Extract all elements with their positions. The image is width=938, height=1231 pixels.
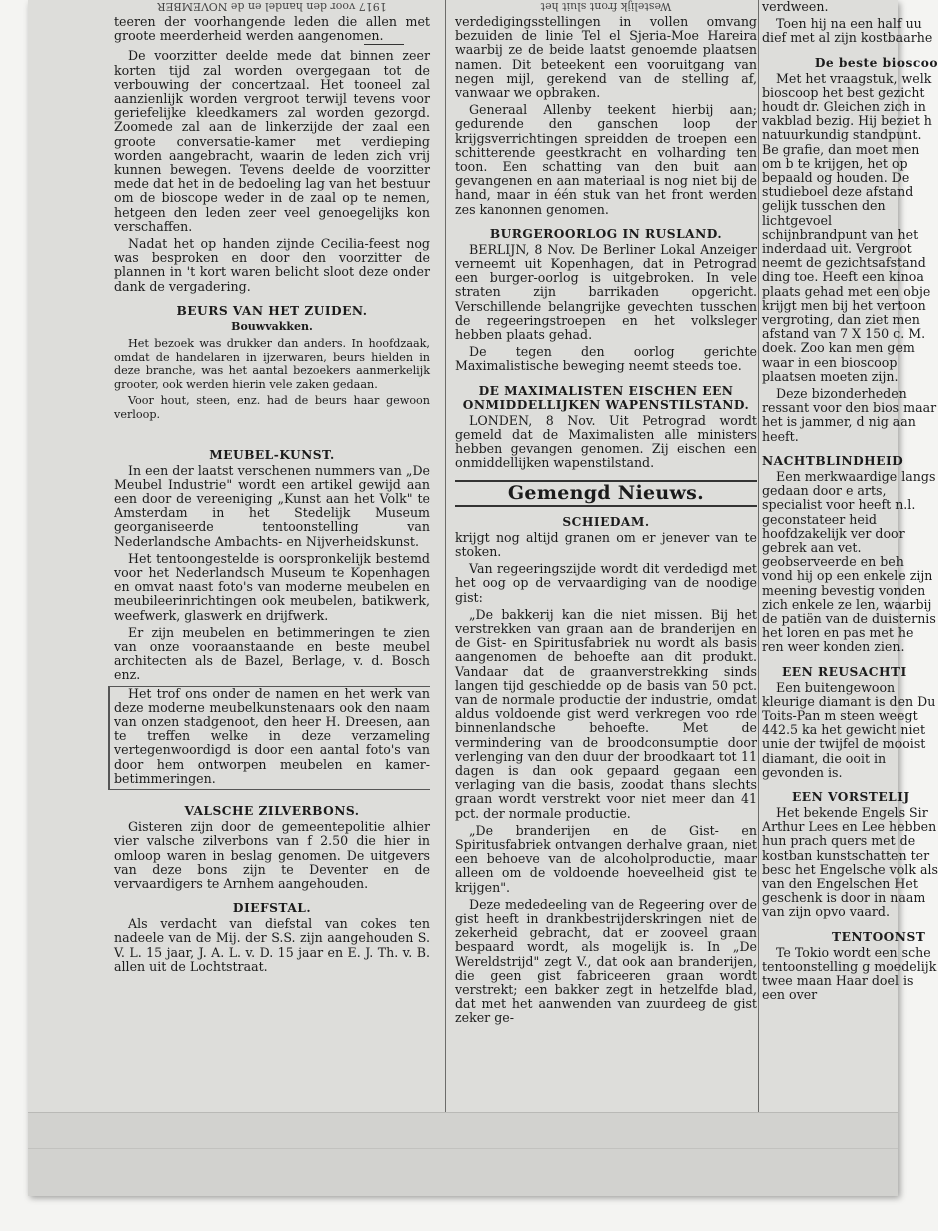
newspaper-page [28,0,938,1195]
headline-diefstal: DIEFSTAL. [232,901,312,916]
article-paragraph: Gisteren zijn door de gemeentepolitie alhier vier valsche zilverbons van f 2.50 die hier in omloop waren in beslag genomen. De uitgevers van deze bons zijn te Deventer en de vervaardigers te Arnhem aangehouden. [114,819,430,891]
article-paragraph: teeren der voorhangende leden die allen met groote meerderheid werden aangenomen. [114,14,430,44]
article-paragraph: „De branderijen en de Gist- en Spiritusfabriek ontvangen derhalve graan, niet een behoeve van de alcoholproductie, maar alleen om de voldoende hoeveelheid gist te krijgen". [455,822,757,895]
article-paragraph: Toen hij na een half uu dief met al zijn kostbaarhe [762,16,933,46]
article-paragraph: Een buitengewoon kleurige diamant is den Du Toits-Pan m steen weegt 442.5 ka het gewicht niet unie der twijfel de mooist diamant, die ooit in gevonden is. [762,679,936,780]
column-middle [455,0,757,1029]
article-paragraph: Het tentoongestelde is oorspronkelijk bestemd voor het Nederlandsch Museum te Kopenhagen en omvat naast foto's van moderne meubelen en meubileerinrichtingen ook meubelen, batikwerk, weefwerk, glaswerk en drijfwerk. [114,550,430,623]
column-rule [445,0,446,1112]
article-paragraph: Met het vraagstuk, welk bioscoop het best gezicht houdt dr. Gleichen zich in vakblad bezig. Hij beziet h natuurkundig standpunt. Be grafie, dan moet men om b te krijgen, het op bepaald og houden. De studieboel deze afstand gelijk tusschen den lichtgevoel schijnbrandpunt van het inderdaad uit. Vergroot neemt de gezichtsafstand ding toe. Heeft een kinoa plaats gehad met een obje krijgt men bij het vertoon vergroting, dan ziet men afstand van 7 X 150 c. M. doek. Zoo kan men gem waar in een bioscoop plaatsen moeten zijn. [762,70,932,384]
headline-bioscoop: De beste bioscoo [814,55,938,70]
fold-line [28,1148,898,1149]
article-paragraph: verdween. [762,0,829,14]
paper-bottom-margin [28,1112,898,1196]
article-paragraph: Voor hout, steen, enz. had de beurs haar gewoon verloop. [114,394,430,422]
column-right-partial [762,0,938,1005]
column-left [114,0,430,977]
headline-nachtblindheid: NACHTBLINDHEID [762,453,904,468]
article-paragraph: Een merkwaardige langs gedaan door e arts, specialist voor heeft n.l. geconstateer heid hoofdzakelijk ver door gebrek aan vet. geobserveerde en beh vond hij op een enkele zijn meening bevestig vonden zich enkele ze len, waarbij de patiën van de duisternis het loren en pas met he ren weer konden zien. [762,468,936,655]
subheading-bouwvakken: Bouwvakken. [231,319,313,333]
article-paragraph: „De bakkerij kan die niet missen. Bij het verstrekken van graan aan de branderijen en de Gist- en Spiritusfabriek nu wordt als basis aangenomen de behoefte aan dit produkt. Vandaar dat de graanverstrekking sinds langen tijd geschiedde op de basis van 50 pct. van de normale productie der industrie, omdat aldus voldoende gist werd verkregen voo rde binnenlandsche behoefte. Met de vermindering van de broodconsumptie door verlenging van den duur der broodkaart tot 11 dagen is dan ook gepaard gegaan een verlaging van die basis, zoodat thans slechts graan wordt verstrekt voor niet meer dan 41 pct. der normale productie. [455,606,757,821]
article-paragraph: Van regeeringszijde wordt dit verdedigd met het oog op de vervaardiging van de noodige gist: [455,561,757,605]
article-paragraph: LONDEN, 8 Nov. Uit Petrograd wordt gemeld dat de Maximalisten alle ministers hebben gevangen genomen. Zij eischen een onmiddellijken wapenstilstand. [455,412,757,471]
article-paragraph: De tegen den oorlog gerichte Maximalistische beweging neemt steeds toe. [455,344,757,374]
article-paragraph: BERLIJN, 8 Nov. De Berliner Lokal Anzeiger verneemt uit Kopenhagen, dat in Petrograd een burger-oorlog is uitgebroken. In vele straten zijn barrikaden opgericht. Verschillende belangrijke gevechten tusschen de regeeringstroepen en het volksleger hebben plaats gehad. [455,241,757,343]
headline-beurs: BEURS VAN HET ZUIDEN. [176,303,368,318]
article-paragraph: Generaal Allenby teekent hierbij aan; gedurende den ganschen loop der krijgsverrichtingen spreidden de troepen een schitterende geestkracht en volharding ten toon. Een schatting van den buit aan gevangenen en aan materiaal is nog niet bij de hand, maar in één stuk van het front werden zes kanonnen genomen. [455,102,757,217]
article-paragraph: Te Tokio wordt een sche tentoonstelling g moedelijk twee maan Haar doel is een over [762,944,937,1003]
article-paragraph: Het bekende Engels Sir Arthur Lees en Lee hebben hun prach quers met de kostban kunstschatten ter besc het Engelsche volk als van den Engelschen Het geschenk is door in naam van zijn opvo vaard. [762,804,938,920]
headline-meubel-kunst: MEUBEL-KUNST. [209,447,335,462]
article-paragraph: Er zijn meubelen en betimmeringen te zien van onze vooraanstaande en beste meubel architecten als de Bazel, Berlage, v. d. Bosch enz. [114,624,430,683]
article-paragraph: De voorzitter deelde mede dat binnen zeer korten tijd zal worden overgegaan tot de verbouwing der concertzaal. Het tooneel zal aanzienlijk worden vergroot terwijl tevens voor geriefelijke kleedkamers zal worden gezorgd. Zoomede zal aan de linkerzijde der zaal een groote conversatie-kamer met verdieping worden aangebracht, waarin de leden zich vrij kunnen bewegen. Tevens deelde de voorzitter mede dat het in de bedoeling lag van het bestuur om de bioscope weder in de zaal op te nemen, hetgeen den leden zeer veel genoegelijks kon verschaffen. [114,48,430,234]
article-paragraph: Deze mededeeling van de Regeering over de gist heeft in drankbestrijderskringen niet de zekerheid gebracht, dat er zooveel graan bespaard wordt, als mogelijk is. In „De Wereldstrijd" zegt V., dat ook aan branderijen, die geen gist fabriceeren graan wordt verstrekt; een bakker zegt in hetzelfde blad, dat met het aanwenden van zuurdeeg de gist zeker ge- [455,896,757,1026]
article-paragraph: Als verdacht van diefstal van cokes ten nadeele van de Mij. der S.S. zijn aangehouden S. V. L. 15 jaar, J. A. L. v. D. 15 jaar en E. J. Th. v. B. allen uit de Lochtstraat. [114,916,430,974]
upside-down-header: 1917 voor den handel en de NOVEMBER [157,0,387,13]
article-paragraph: krijgt nog altijd granen om er jenever van te stoken. [455,529,757,559]
article-paragraph: Het bezoek was drukker dan anders. In hoofdzaak, omdat de handelaren in ijzerwaren, beurs hielden in deze branche, was het aantal bezoekers aanmerkelijk grooter, ook werden hierin vele zaken gedaan. [114,337,430,391]
headline-valsche-zilverbons: VALSCHE ZILVERBONS. [184,804,360,819]
pencil-marked-passage [108,686,430,790]
headline-maximalisten: DE MAXIMALISTEN EISCHEN EEN ONMIDDELLIJKEN WAPENSTILSTAND. [462,383,750,412]
headline-reusachtig: EEN REUSACHTI [782,664,907,679]
article-paragraph: verdedigingsstellingen in vollen omvang bezuiden de linie Tel el Sjeria-Moe Hareira waarbij ze de beide laatst genoemde plaatsen namen. Dit beteekent een vooruitgang van negen mijl, gerekend van de stelling af, vanwaar we opbraken. [455,14,757,101]
headline-tentoonstelling: TENTOONST [832,929,926,944]
article-paragraph: In een der laatst verschenen nummers van „De Meubel Industrie" wordt een artikel gewijd aan een door de vereeniging „Kunst aan het Volk" te Amsterdam in het Stedelijk Museum georganiseerde tentoonstelling van Nederlandsche Ambachts- en Nijverheidskunst. [114,462,430,549]
headline-vorstelijk: EEN VORSTELIJ [792,789,910,804]
article-paragraph: Nadat het op handen zijnde Cecilia-feest nog was besproken en door den voorzitter de plannen in 't kort waren belicht sloot deze onder dank de vergadering. [114,236,430,294]
section-title-gemengd-nieuws: Gemengd Nieuws. [455,480,757,506]
upside-down-header: Westelijk front sluit het [540,0,672,13]
article-paragraph: Het trof ons onder de namen en het werk van deze moderne meubelkunstenaars ook den naam van onzen stadgenoot, den heer H. Dreesen, aan te treffen welke in deze verzameling vertegenwoordigd is door een aantal foto's van door hem ontworpen meubelen en kamer-betimmeringen. [114,685,430,786]
dash-rule [364,44,404,45]
column-rule [758,0,759,1112]
article-paragraph: Deze bizonderheden ressant voor den bios maar het is jammer, d nig aan heeft. [762,386,937,444]
headline-schiedam: SCHIEDAM. [562,514,650,529]
headline-burgeroorlog: BURGEROORLOG IN RUSLAND. [489,226,723,241]
